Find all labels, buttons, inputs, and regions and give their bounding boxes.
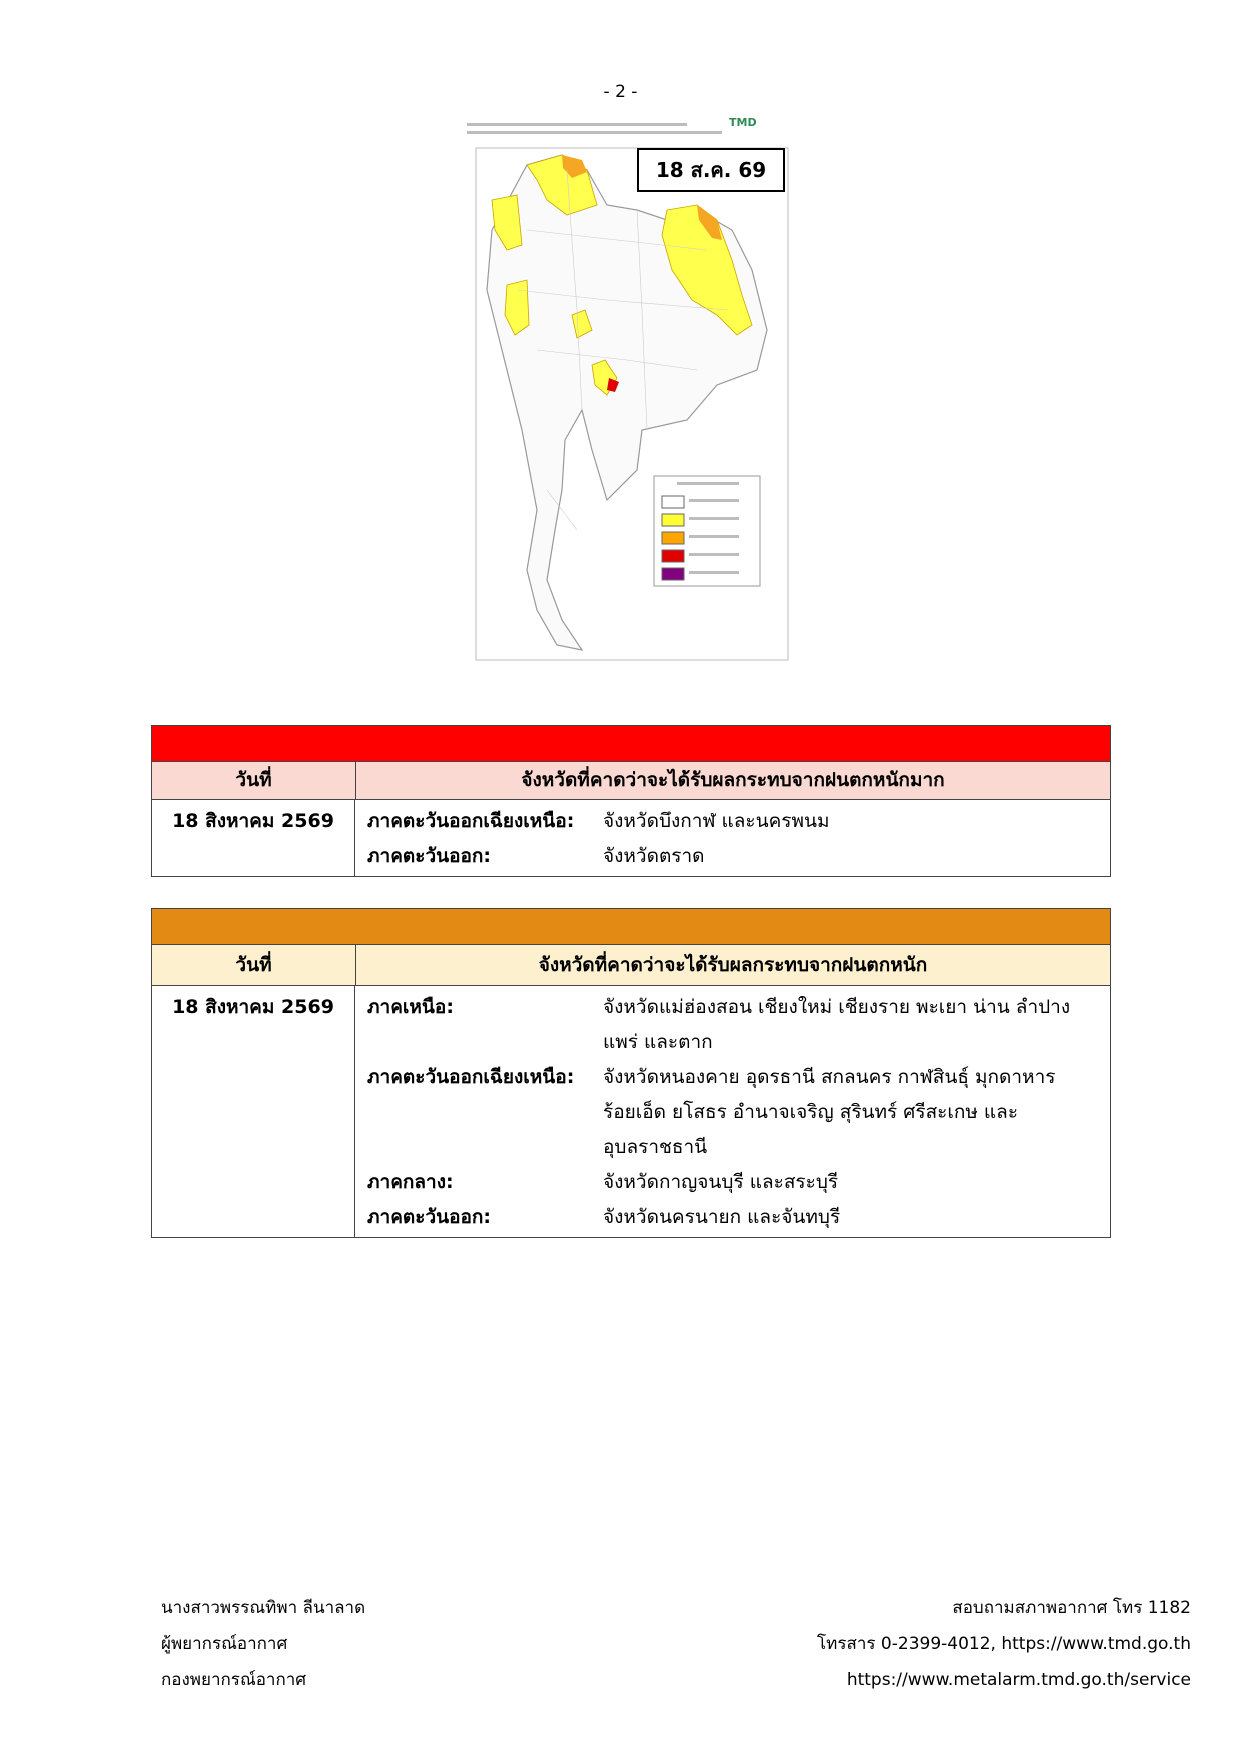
- region-row: [367, 1060, 1110, 1165]
- region-row: [367, 1200, 1110, 1235]
- thailand-map: [467, 110, 795, 662]
- table-header: [152, 945, 1110, 986]
- date-cell: 18 สิงหาคม 2569: [152, 800, 355, 876]
- region-label: ภาคตะวันออกเฉียงเหนือ:: [367, 810, 575, 832]
- red-alert-bar: [152, 726, 1110, 762]
- forecaster-division: กองพยากรณ์อากาศ: [161, 1670, 307, 1690]
- page-number: - 2 -: [603, 82, 638, 102]
- region-row: [367, 990, 1110, 1060]
- province-list: จังหวัดแม่ฮ่องสอน เชียงใหม่ เชียงราย พะเยา น่าน ลำปาง แพร่ และตาก: [603, 996, 1071, 1053]
- region-label: ภาคตะวันออกเฉียงเหนือ:: [367, 1066, 575, 1088]
- table-row: [152, 986, 1110, 1237]
- contact-block: [817, 1590, 1191, 1698]
- metalarm-link[interactable]: https://www.metalarm.tmd.go.th/service: [846, 1670, 1191, 1690]
- region-label: ภาคตะวันออก:: [367, 1206, 492, 1228]
- rainfall-legend: [654, 476, 760, 586]
- province-list: จังหวัดนครนายก และจันทบุรี: [603, 1206, 841, 1228]
- heavy-rain-table: [151, 908, 1111, 1238]
- col-date-header: วันที่: [152, 945, 356, 985]
- region-label: ภาคกลาง:: [367, 1171, 454, 1193]
- region-row: [367, 839, 1110, 874]
- orange-alert-bar: [152, 909, 1110, 945]
- forecaster-signature-block: [161, 1590, 365, 1698]
- region-row: [367, 1165, 1110, 1200]
- hotline-text: สอบถามสภาพอากาศ โทร 1182: [952, 1598, 1191, 1618]
- forecaster-title: ผู้พยากรณ์อากาศ: [161, 1634, 288, 1654]
- col-date-header: วันที่: [152, 762, 356, 799]
- province-list: จังหวัดหนองคาย อุดรธานี สกลนคร กาฬสินธุ์ มุกดาหาร ร้อยเอ็ด ยโสธร อำนาจเจริญ สุรินทร์ ศรีสะเกษ และอุบลราชธานี: [603, 1066, 1056, 1158]
- very-heavy-rain-table: [151, 725, 1111, 877]
- table-header: [152, 762, 1110, 800]
- col-provinces-header: จังหวัดที่คาดว่าจะได้รับผลกระทบจากฝนตกหนัก: [538, 954, 928, 976]
- rainfall-forecast-map: [467, 110, 795, 662]
- table-row: [152, 800, 1110, 876]
- col-provinces-header: จังหวัดที่คาดว่าจะได้รับผลกระทบจากฝนตกหนักมาก: [521, 769, 945, 791]
- fax-website-link[interactable]: โทรสาร 0-2399-4012, https://www.tmd.go.th: [817, 1634, 1191, 1654]
- province-list: จังหวัดบึงกาฬ และนครพนม: [603, 810, 830, 832]
- date-cell: 18 สิงหาคม 2569: [152, 986, 355, 1237]
- map-date-label: 18 ส.ค. 69: [637, 148, 785, 192]
- forecaster-name: นางสาวพรรณทิพา ลีนาลาด: [161, 1598, 366, 1618]
- region-label: ภาคตะวันออก:: [367, 845, 492, 867]
- region-row: [367, 804, 1110, 839]
- region-label: ภาคเหนือ:: [367, 996, 454, 1018]
- province-list: จังหวัดตราด: [603, 845, 705, 867]
- tmd-logo: TMD: [729, 116, 757, 129]
- province-list: จังหวัดกาญจนบุรี และสระบุรี: [603, 1171, 839, 1193]
